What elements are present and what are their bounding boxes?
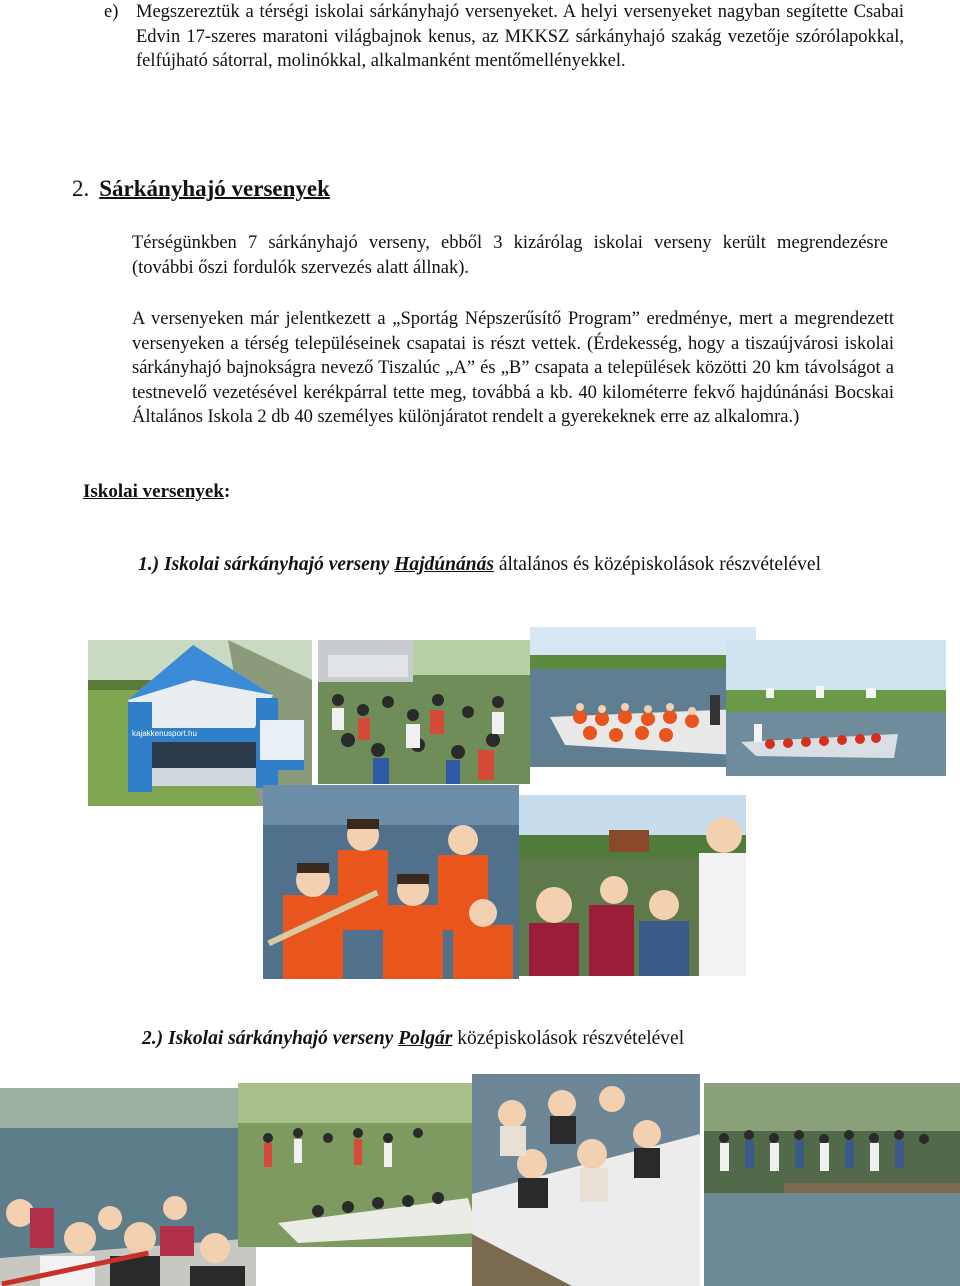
event-hajdunanas [138,554,821,576]
event-location: Polgár [398,1028,453,1049]
event-polgar [142,1028,684,1050]
paragraph-program-result: A versenyeken már jelentkezett a „Sportág Népszerűsítő Program” eredménye, mert a megrendezett versenyeken a térség településeinek csapatai is részt vettek. (Érdekesség, hogy a tiszaújvárosi iskolai sárkányhajó bajnokságra nevező Tiszalúc „A” és „B” csapata a települések közötti 20 km távolságot a testnevelő vezetésével kerékpárral tette meg, továbbá a kb. 40 kilométerre fekvő hajdúnánási Bocskai Általános Iskola 2 db 40 személyes különjáratot rendelt a gyerekeknek erre az alkalomra.) [132,309,894,427]
section-title: Sárkányhajó versenyek [99,176,330,201]
event-location: Hajdúnánás [394,554,494,575]
event-prefix: 2.) Iskolai sárkányhajó verseny [142,1028,399,1049]
photo-team-in-boat [0,1088,256,1286]
photo-tent [88,640,312,806]
paragraph-races-count: Térségünkben 7 sárkányhajó verseny, ebből 3 kizárólag iskolai verseny került megrendezésre (további őszi fordulók szervezés alatt állnak). [132,233,888,278]
photo-dragon-boat-crew [530,627,756,767]
list-item-e [104,0,904,74]
photo-boat-on-lake [726,640,946,776]
section-number: 2. [72,176,90,201]
list-label: e) [104,2,119,22]
tent-logo-text: kajakkenusport.hu [132,729,197,738]
photo-boat-at-shore [238,1083,490,1247]
school-races-heading-text: Iskolai versenyek [83,481,224,502]
school-races-heading-colon: : [223,481,231,502]
section-heading [72,176,330,202]
event-prefix: 1.) Iskolai sárkányhajó verseny [138,554,395,575]
photo-spectators-pier [704,1083,960,1286]
list-item-text: Megszereztük a térségi iskolai sárkányhajó versenyeket. A helyi versenyeket nagyban segítette Csabai Edvin 17-szeres maratoni világbajnok kenus, az MKKSZ sárkányhajó szakág vezetője szórólapokkal, felfújható sátorral, molinókkal, alkalmanként mentőmellényekkel. [136,2,904,71]
photo-girls-paddling [472,1074,700,1286]
event-suffix: középiskolások részvételével [452,1028,685,1049]
photo-spectators [519,795,746,976]
event-suffix: általános és középiskolások részvételével [493,554,821,575]
school-races-heading [83,481,230,503]
photo-children-life-vests [263,785,519,979]
photo-crowd [318,640,530,784]
